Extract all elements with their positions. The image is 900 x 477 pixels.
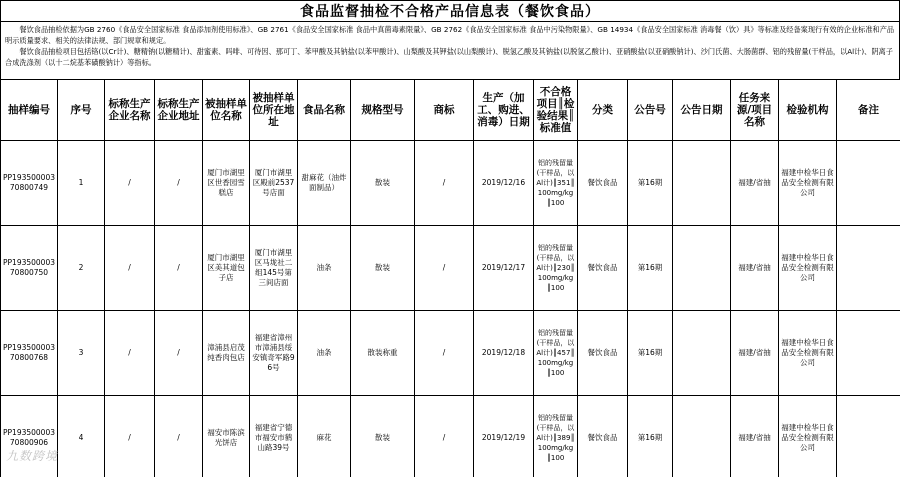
notice-number: 第16期 [628, 226, 673, 311]
food-name: 油条 [298, 311, 351, 396]
food-name: 甜麻花（油炸面制品） [298, 141, 351, 226]
row-seq: 1 [58, 141, 105, 226]
sample-code: PP19350000370800750 [1, 226, 58, 311]
notice-number: 第16期 [628, 311, 673, 396]
watermark-logo: 九数跨境 [6, 449, 59, 463]
document-title: 食品监督抽检不合格产品信息表（餐饮食品） [0, 0, 900, 22]
table-row [1, 311, 900, 396]
task-source: 福建/省抽 [731, 311, 779, 396]
task-source: 福建/省抽 [731, 226, 779, 311]
brand: / [415, 396, 474, 477]
brand: / [415, 226, 474, 311]
production-date: 2019/12/19 [474, 396, 534, 477]
spec: 散装 [351, 396, 415, 477]
sampled-unit-name: 厦门市湖里区世香园雪糕店 [203, 141, 250, 226]
row-seq: 3 [58, 311, 105, 396]
mfr-address: / [155, 311, 203, 396]
table-row [1, 226, 900, 311]
table-header [1, 80, 900, 141]
header-cell: 抽样编号 [1, 80, 58, 141]
sampled-unit-address: 福建省宁德市福安市鹤山路39号 [250, 396, 298, 477]
header-cell: 被抽样单位所在地址 [250, 80, 298, 141]
header-cell: 商标 [415, 80, 474, 141]
sampled-unit-address: 厦门市湖里区殿前2537号店面 [250, 141, 298, 226]
notice-date [673, 226, 731, 311]
mfr-address: / [155, 396, 203, 477]
mfr-name: / [105, 141, 155, 226]
header-cell: 序号 [58, 80, 105, 141]
notice-date [673, 311, 731, 396]
table-body [1, 141, 900, 477]
test-result: 铝的残留量(干样品，以Al计)║457║100mg/kg║100 [534, 311, 578, 396]
remark [837, 311, 900, 396]
sample-code: PP19350000370800768 [1, 311, 58, 396]
intro-paragraph: 餐饮食品抽检项目包括铬(以Cr计)、糖精钠(以糖精计)、甜蜜素、吗啡、可待因、那可丁、苯甲酸及其钠盐(以苯甲酸计)、山梨酸及其钾盐(以山梨酸计)、脱氢乙酸及其钠盐(以脱氢乙酸计)、亚硝酸盐(以亚硝酸钠计)、沙门氏菌、大肠菌群、铝的残留量(干样品，以Al计)、阴离子合成洗涤剂（以十二烷基苯磺酸钠计）等指标。 [5, 47, 893, 67]
mfr-address: / [155, 226, 203, 311]
table-row [1, 141, 900, 226]
header-cell: 标称生产企业地址 [155, 80, 203, 141]
sampled-unit-address: 厦门市湖里区马垅社二组145号第三间店面 [250, 226, 298, 311]
header-cell: 食品名称 [298, 80, 351, 141]
production-date: 2019/12/18 [474, 311, 534, 396]
sample-code: PP19350000370800906 [1, 396, 58, 477]
remark [837, 396, 900, 477]
header-cell: 生产（加工、购进、消毒）日期 [474, 80, 534, 141]
category: 餐饮食品 [578, 396, 628, 477]
inspection-agency: 福建中检华日食品安全检测有限公司 [779, 141, 837, 226]
header-cell: 任务来源/项目名称 [731, 80, 779, 141]
sampled-unit-name: 福安市陈滨光饼店 [203, 396, 250, 477]
inspection-agency: 福建中检华日食品安全检测有限公司 [779, 311, 837, 396]
test-result: 铝的残留量(干样品，以Al计)║351║100mg/kg║100 [534, 141, 578, 226]
row-seq: 2 [58, 226, 105, 311]
remark [837, 141, 900, 226]
inspection-agency: 福建中检华日食品安全检测有限公司 [779, 226, 837, 311]
table-row [1, 396, 900, 477]
results-table [0, 79, 900, 477]
intro-section [0, 22, 900, 79]
header-cell: 不合格项目║检验结果║标准值 [534, 80, 578, 141]
header-row [1, 80, 900, 141]
notice-number: 第16期 [628, 141, 673, 226]
brand: / [415, 311, 474, 396]
test-result: 铝的残留量(干样品，以Al计)║230║100mg/kg║100 [534, 226, 578, 311]
production-date: 2019/12/16 [474, 141, 534, 226]
category: 餐饮食品 [578, 141, 628, 226]
task-source: 福建/省抽 [731, 141, 779, 226]
brand: / [415, 141, 474, 226]
intro-paragraph: 餐饮食品抽检依据为GB 2760《食品安全国家标准 食品添加剂使用标准》、GB 2761《食品安全国家标准 食品中真菌毒素限量》、GB 2762《食品安全国家标准 食品中污染物限量》、GB 14934《食品安全国家标准 消毒餐（饮）具》等标准及经备案现行有效的企业标准和产品明示质量要求、相关的法律法规、部门规章和规定。 [5, 25, 895, 45]
spec: 散装 [351, 226, 415, 311]
mfr-name: / [105, 396, 155, 477]
sample-code: PP19350000370800749 [1, 141, 58, 226]
category: 餐饮食品 [578, 311, 628, 396]
spec: 散装称重 [351, 311, 415, 396]
notice-date [673, 141, 731, 226]
header-cell: 标称生产企业名称 [105, 80, 155, 141]
header-cell: 检验机构 [779, 80, 837, 141]
category: 餐饮食品 [578, 226, 628, 311]
production-date: 2019/12/17 [474, 226, 534, 311]
food-name: 麻花 [298, 396, 351, 477]
header-cell: 规格型号 [351, 80, 415, 141]
header-cell: 备注 [837, 80, 900, 141]
food-name: 油条 [298, 226, 351, 311]
inspection-agency: 福建中检华日食品安全检测有限公司 [779, 396, 837, 477]
test-result: 铝的残留量(干样品，以Al计)║389║100mg/kg║100 [534, 396, 578, 477]
header-cell: 被抽样单位名称 [203, 80, 250, 141]
header-cell: 公告日期 [673, 80, 731, 141]
mfr-name: / [105, 311, 155, 396]
remark [837, 226, 900, 311]
sampled-unit-name: 厦门市湖里区美其道包子店 [203, 226, 250, 311]
header-cell: 分类 [578, 80, 628, 141]
task-source: 福建/省抽 [731, 396, 779, 477]
sampled-unit-address: 福建省漳州市漳浦县绥安镇奇军路96号 [250, 311, 298, 396]
mfr-name: / [105, 226, 155, 311]
spec: 散装 [351, 141, 415, 226]
row-seq: 4 [58, 396, 105, 477]
sampled-unit-name: 漳浦县启茂纯香肉包店 [203, 311, 250, 396]
header-cell: 公告号 [628, 80, 673, 141]
mfr-address: / [155, 141, 203, 226]
notice-number: 第16期 [628, 396, 673, 477]
notice-date [673, 396, 731, 477]
